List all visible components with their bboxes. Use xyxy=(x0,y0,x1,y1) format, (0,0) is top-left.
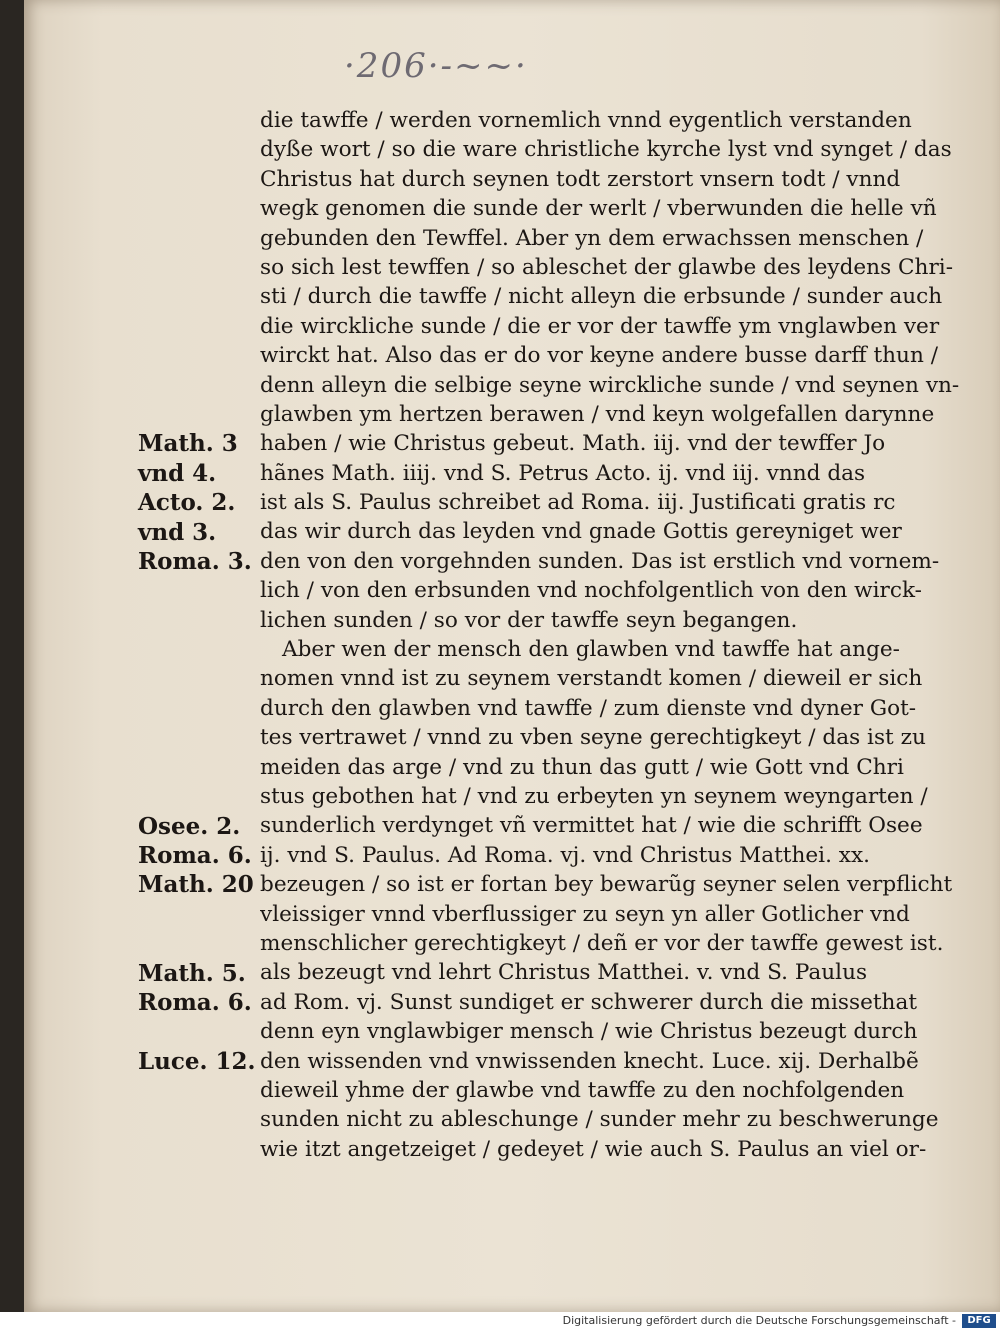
marginal-reference: vnd 3. xyxy=(138,518,217,546)
main-text-block xyxy=(260,106,960,1164)
marginal-reference: Math. 3 xyxy=(138,430,238,458)
text-line: Aber wen der mensch den glawben vnd tawffe hat ange- xyxy=(282,637,900,663)
text-line: wirckt hat. Also das er do vor keyne andere busse darff thun / xyxy=(260,343,939,369)
marginal-reference: Osee. 2. xyxy=(138,812,241,840)
text-line: ist als S. Paulus schreibet ad Roma. iij. Justificati gratis rc xyxy=(260,490,896,516)
text-line: sunderlich verdynget vñ vermittet hat / wie die schrifft Osee xyxy=(260,813,923,839)
text-line: das wir durch das leyden vnd gnade Gottis gereyniget wer xyxy=(260,519,902,545)
text-line: meiden das arge / vnd zu thun das gutt / wie Gott vnd Chri xyxy=(260,754,904,780)
digitization-footer xyxy=(0,1312,1000,1331)
marginal-reference: Roma. 6. xyxy=(138,989,252,1016)
text-line: gebunden den Tewffel. Aber yn dem erwachssen menschen / xyxy=(260,225,924,251)
marginal-reference: Roma. 6. xyxy=(138,842,252,869)
marginal-reference: Luce. 12. xyxy=(138,1047,256,1075)
text-line: stus gebothen hat / vnd zu erbeyten yn seynem weyngarten / xyxy=(260,783,928,809)
marginal-reference: vnd 4. xyxy=(138,459,217,487)
book-page xyxy=(24,0,1000,1312)
text-line: so sich lest tewffen / so ableschet der glawbe des leydens Chri- xyxy=(260,254,953,280)
text-line: dieweil yhme der glawbe vnd tawffe zu den nochfolgenden xyxy=(260,1077,905,1103)
text-line: nomen vnnd ist zu seynem verstandt komen / dieweil er sich xyxy=(260,666,923,692)
text-line: Christus hat durch seynen todt zerstort vnsern todt / vnnd xyxy=(260,166,901,192)
text-line: als bezeugt vnd lehrt Christus Matthei. v. vnd S. Paulus xyxy=(260,960,868,986)
text-line: sunden nicht zu ableschunge / sunder mehr zu beschwerunge xyxy=(260,1107,939,1133)
dfg-logo: DFG xyxy=(962,1314,996,1328)
marginal-reference: Roma. 3. xyxy=(138,548,252,575)
marginal-reference: Math. 20 xyxy=(138,871,254,899)
marginal-reference: Math. 5. xyxy=(138,959,246,987)
funding-credit: Digitalisierung gefördert durch die Deutsche Forschungsgemeinschaft - xyxy=(562,1314,956,1327)
handwritten-folio-number: ·206·-~~· xyxy=(344,46,528,86)
text-line: vleissiger vnnd vberflussiger zu seyn yn aller Gotlicher vnd xyxy=(260,901,910,927)
text-line: lich / von den erbsunden vnd nochfolgentlich von den wirck- xyxy=(260,578,922,604)
text-line: denn eyn vnglawbiger mensch / wie Christus bezeugt durch xyxy=(260,1019,918,1045)
text-line: durch den glawben vnd tawffe / zum dienste vnd dyner Got- xyxy=(260,695,917,721)
text-line: glawben ym hertzen berawen / vnd keyn wolgefallen darynne xyxy=(260,401,935,427)
text-line: dyße wort / so die ware christliche kyrche lyst vnd synget / das xyxy=(260,137,952,163)
text-line: ij. vnd S. Paulus. Ad Roma. vj. vnd Christus Matthei. xx. xyxy=(260,842,871,868)
text-line: hãnes Math. iiij. vnd S. Petrus Acto. ij. vnd iij. vnnd das xyxy=(260,460,866,486)
text-line: menschlicher gerechtigkeyt / deñ er vor der tawffe gewest ist. xyxy=(260,930,944,956)
text-line: haben / wie Christus gebeut. Math. iij. vnd der tewffer Jo xyxy=(260,431,886,457)
text-line: die tawffe / werden vornemlich vnnd eygentlich verstanden xyxy=(260,108,912,133)
marginal-reference: Acto. 2. xyxy=(138,489,236,517)
text-line: tes vertrawet / vnnd zu vben seyne gerechtigkeyt / das ist zu xyxy=(260,725,926,751)
text-line: den wissenden vnd vnwissenden knecht. Luce. xij. Derhalbẽ xyxy=(260,1048,919,1074)
text-line: denn alleyn die selbige seyne wirckliche sunde / vnd seynen vn- xyxy=(260,372,960,398)
text-line: lichen sunden / so vor der tawffe seyn begangen. xyxy=(260,607,798,633)
text-line: ad Rom. vj. Sunst sundiget er schwerer durch die missethat xyxy=(260,989,917,1015)
text-line: den von den vorgehnden sunden. Das ist erstlich vnd vornem- xyxy=(260,548,940,574)
text-line: sti / durch die tawffe / nicht alleyn die erbsunde / sunder auch xyxy=(260,284,943,310)
text-line: die wirckliche sunde / die er vor der tawffe ym vnglawben ver xyxy=(260,313,940,339)
text-line: wie itzt angetzeiget / gedeyet / wie auch S. Paulus an viel or- xyxy=(260,1136,927,1162)
text-line: bezeugen / so ist er fortan bey bewarũg seyner selen verpflicht xyxy=(260,872,953,898)
text-line: wegk genomen die sunde der werlt / vberwunden die helle vñ xyxy=(260,196,937,222)
